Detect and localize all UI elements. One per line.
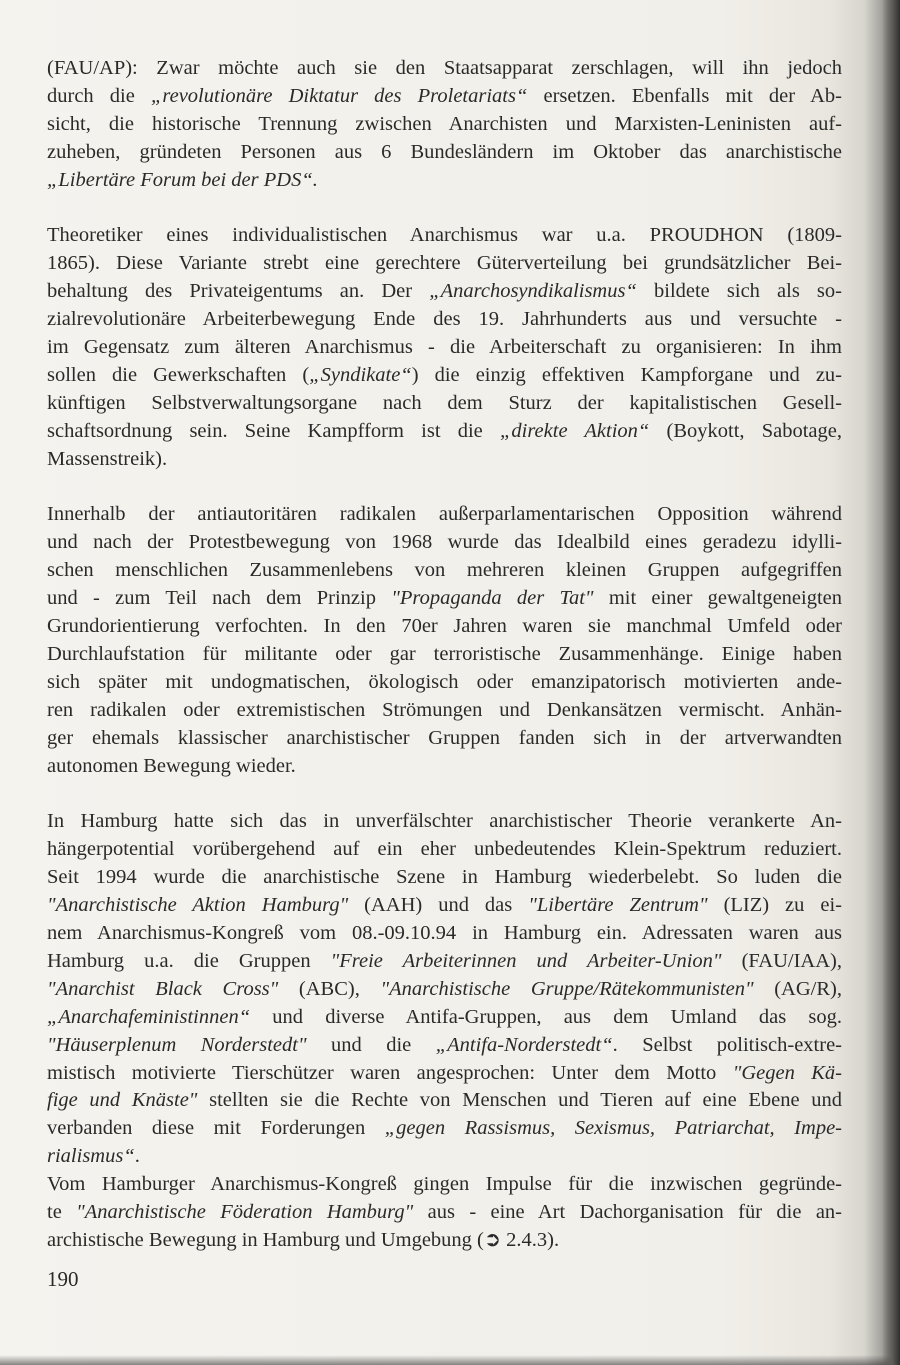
text-run: nem Anarchismus-Kongreß vom 08.-09.10.94 in Hamburg ein. Adressaten waren aus [47,922,842,945]
text-run: Massenstreik). [47,447,168,470]
text-run: stellten sie die Rechte von Menschen und Tieren auf eine Ebene und [197,1089,843,1112]
italic-run: "Gegen Kä- [732,1061,842,1084]
text-run: zuheben, gründeten Personen aus 6 Bundesländern im Oktober das anarchistische [47,140,842,163]
text-run: mit einer gewaltgeneigten [593,587,843,610]
text-run: Grundorientierung verfochten. In den 70er Jahren waren sie manchmal Umfeld oder [47,615,842,638]
italic-run: „Anarchafeministinnen“ [47,1005,251,1028]
text-run: sollen die Gewerkschaften ( [47,363,310,386]
text-run: Seit 1994 wurde die anarchistische Szene in Hamburg wiederbelebt. So luden die [47,866,842,889]
text-run: te [47,1201,77,1224]
text-line [47,1004,842,1032]
text-line [47,613,842,641]
text-run: Durchlaufstation für militante oder gar terroristische Zusammenhänge. Einige haben [47,643,842,665]
text-run: bildete sich als so- [636,280,842,303]
italic-run: "Freie Arbeiterinnen und Arbeiter-Union" [330,949,722,972]
text-line [47,836,842,864]
text-run: (FAU/IAA), [721,949,842,972]
italic-run: "Libertäre Zentrum" [528,894,708,917]
text-run: künftigen Selbstverwaltungsorgane nach dem Sturz der kapitalistischen Gesell- [47,391,842,414]
italic-run: „Antifa-Norderstedt“ [435,1033,613,1056]
text-run: und - zum Teil nach dem Prinzip [47,587,392,610]
text-line [47,864,842,892]
text-line [47,167,842,195]
text-run: Vom Hamburger Anarchismus-Kongreß gingen Impulse für die inzwischen gegründe- [47,1173,842,1196]
text-line [47,446,842,474]
paragraph [47,1171,842,1255]
text-line [47,1087,842,1115]
text-line [47,278,842,306]
text-run: ger ehemals klassischer anarchistischer Gruppen fanden sich in der artverwandten [47,726,842,749]
text-line [47,418,842,446]
text-line [47,1032,842,1060]
text-run: Theoretiker eines individualistischen Anarchismus war u.a. PROUDHON (1809- [47,224,842,247]
text-line [47,306,842,334]
italic-run: „revolutionäre Diktatur des Proletariats“ [150,84,528,107]
text-line [47,222,842,250]
text-run: autonomen Bewegung wieder. [47,754,296,777]
text-run: sich später mit undogmatischen, ökologisch oder emanzipatorisch motivierten ande- [47,670,842,693]
text-run: archistische Bewegung in Hamburg und Umgebung (➲ 2.4.3). [47,1229,560,1252]
italic-run: "Anarchistische Föderation Hamburg" [76,1201,414,1224]
text-line [47,976,842,1004]
text-run: ren radikalen oder extremistischen Strömungen und Denkansätzen vermischt. Anhän- [47,698,842,721]
text-line [47,501,842,529]
paragraph [47,808,842,1171]
scan-edge-shadow [0,1355,900,1365]
italic-run: „gegen Rassismus, Sexismus, Patriarchat, Impe- [384,1117,842,1140]
text-line [47,1171,842,1199]
text-run: (AAH) und das [348,894,529,917]
text-line [47,948,842,976]
paragraph [47,501,842,780]
italic-run: "Propaganda der Tat" [391,587,594,610]
italic-run: „Libertäre Forum bei der PDS“. [47,168,318,191]
text-run: (Boykott, Sabotage, [649,419,842,442]
text-line [47,1227,842,1255]
text-line [47,725,842,753]
text-run: behaltung des Privateigentums an. Der [47,280,430,303]
text-run: In Hamburg hatte sich das in unverfälschter anarchistischer Theorie verankerte An- [47,810,842,833]
text-line [47,83,842,111]
text-run: . Selbst politisch-extre- [612,1033,843,1056]
text-line [47,55,842,83]
text-line [47,808,842,836]
text-line [47,1143,842,1171]
text-line [47,1060,842,1088]
italic-run: "Anarchistische Aktion Hamburg" [47,894,349,917]
italic-run: „Anarchosyndikalismus“ [429,280,637,303]
text-line [47,362,842,390]
text-run: zialrevolutionäre Arbeiterbewegung Ende des 19. Jahrhunderts aus und versuchte - [47,308,842,331]
text-run: im Gegensatz zum älteren Anarchismus - die Arbeiterschaft zu organisieren: In ihm [47,336,842,359]
text-run: (FAU/AP): Zwar möchte auch sie den Staatsapparat zerschlagen, will ihn jedoch [47,57,842,79]
text-run: hängerpotential vorübergehend auf ein eher unbedeutendes Klein-Spektrum reduziert. [47,838,842,861]
text-run: schaftsordnung sein. Seine Kampfform ist die [47,419,500,442]
text-line [47,557,842,585]
text-line [47,753,842,781]
text-run: 1865). Diese Variante strebt eine gerechtere Güterverteilung bei grundsätzlicher Bei- [47,252,842,275]
text-run: (ABC), [278,977,381,1000]
text-line [47,585,842,613]
italic-run: fige und Knäste" [47,1089,198,1112]
text-run: mistisch motivierte Tierschützer waren angesprochen: Unter dem Motto [47,1061,733,1084]
italic-run: „direkte Aktion“ [499,419,650,442]
text-line [47,1115,842,1143]
text-run: und die [306,1033,436,1056]
text-run: . [134,1145,140,1168]
text-run: und nach der Protestbewegung von 1968 wurde das Idealbild eines geradezu idylli- [47,531,842,554]
text-line [47,1199,842,1227]
italic-run: rialismus“ [47,1145,135,1168]
text-line [47,250,842,278]
text-run: aus - eine Art Dachorganisation für die an- [413,1201,842,1224]
text-run: sicht, die historische Trennung zwischen Anarchisten und Marxisten-Leninisten auf- [47,112,842,135]
text-run: ) die einzig effektiven Kampforgane und zu- [411,363,842,386]
italic-run: „Syndikate“ [309,363,412,386]
text-line [47,139,842,167]
text-run: durch die [47,84,151,107]
text-line [47,697,842,725]
text-line [47,529,842,557]
text-run: (AG/R), [753,977,842,1000]
text-line [47,111,842,139]
text-run: schen menschlichen Zusammenlebens von mehreren kleinen Gruppen aufgegriffen [47,559,842,582]
text-line [47,334,842,362]
paragraph [47,222,842,473]
text-line [47,641,842,669]
body-text [47,55,842,1283]
text-run: Hamburg u.a. die Gruppen [47,949,331,972]
page-number: 190 [47,1267,79,1291]
text-line [47,390,842,418]
text-run: und diverse Antifa-Gruppen, aus dem Umland das sog. [250,1005,842,1028]
italic-run: "Häuserplenum Norderstedt" [47,1033,307,1056]
text-run: ersetzen. Ebenfalls mit der Ab- [527,84,842,107]
text-run: Innerhalb der antiautoritären radikalen außerparlamentarischen Opposition während [47,503,842,526]
text-run: (LIZ) zu ei- [707,894,842,917]
italic-run: "Anarchist Black Cross" [47,977,279,1000]
italic-run: "Anarchistische Gruppe/Rätekommunisten" [380,977,754,1000]
text-line [47,669,842,697]
text-line [47,920,842,948]
text-line [47,892,842,920]
text-run: verbanden diese mit Forderungen [47,1117,385,1140]
paragraph [47,55,842,195]
